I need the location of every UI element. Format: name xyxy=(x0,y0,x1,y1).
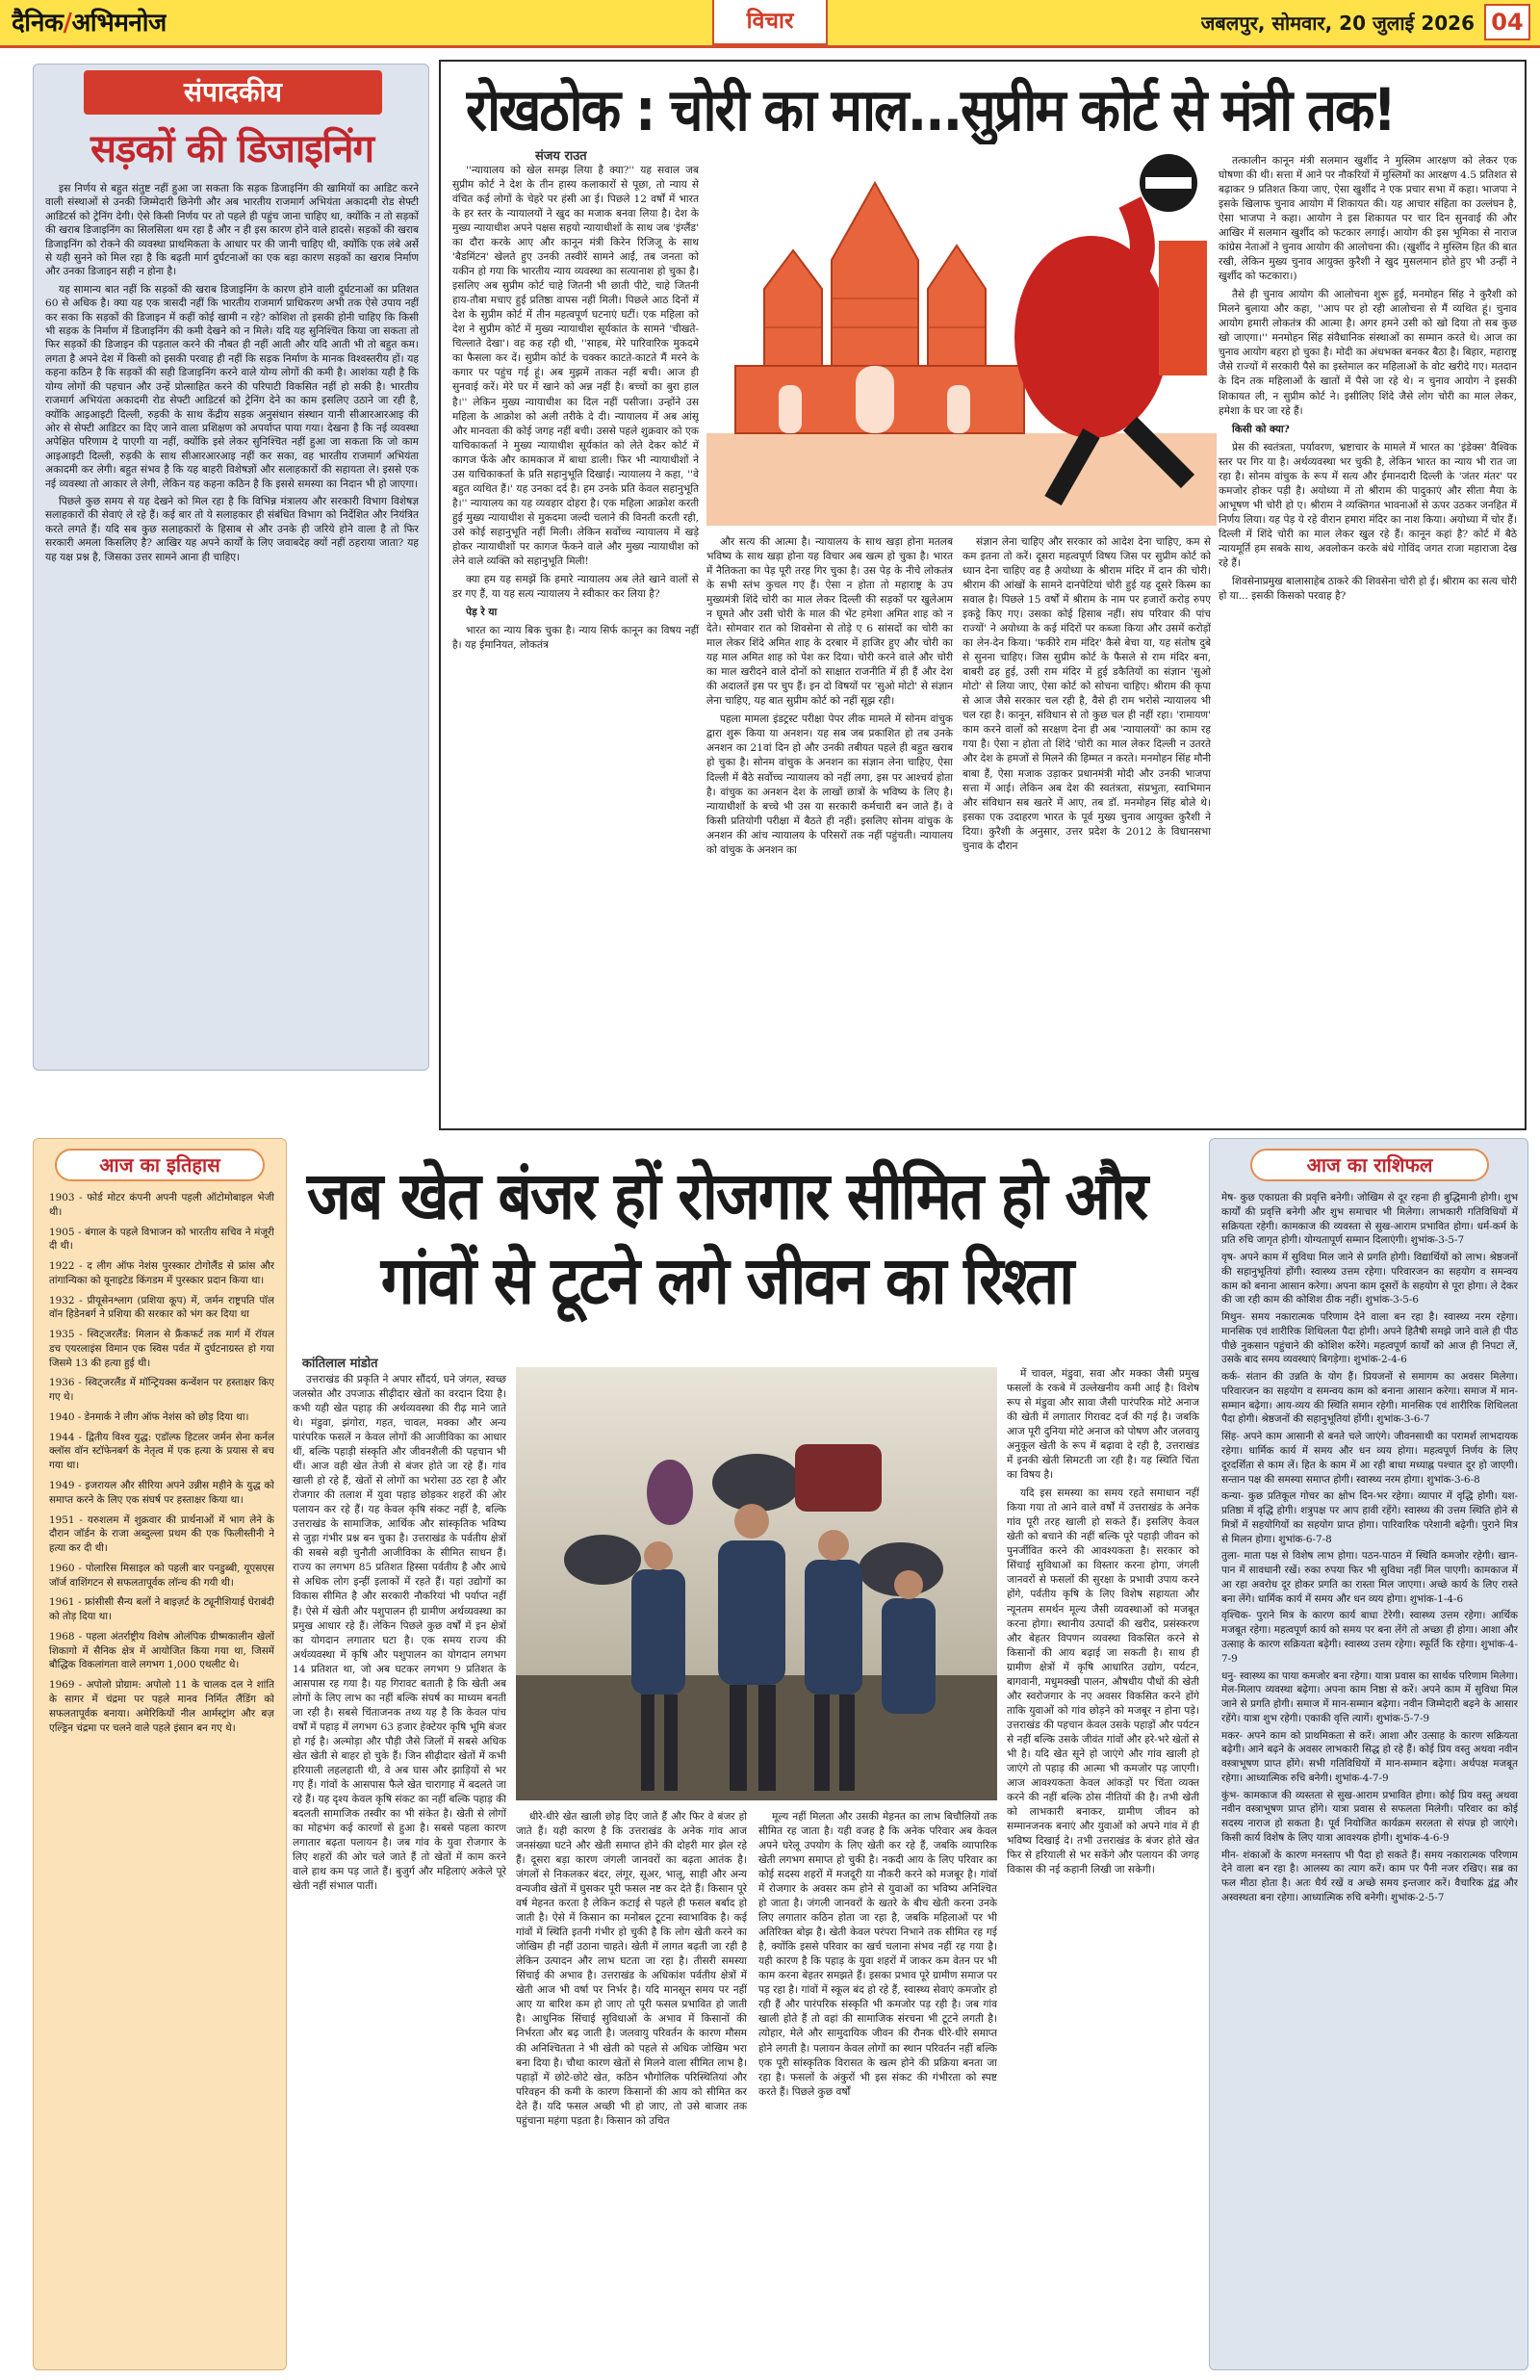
dateline: जबलपुर, सोमवार, 20 जुलाई 2026 xyxy=(1200,12,1475,35)
feature-column-4 xyxy=(1007,1367,1199,2370)
editorial-label: संपादकीय xyxy=(84,70,382,115)
rokhthok-author: संजय राउत xyxy=(535,149,587,164)
rokhthok-subhead: किसी को क्या? xyxy=(1232,423,1290,435)
history-list xyxy=(49,1191,274,2362)
feature-column-1 xyxy=(293,1373,506,2370)
editorial-paragraph: पिछले कुछ समय से यह देखने को मिल रहा है कि विभिन्न मंत्रालय और सरकारी विभाग विशेषज्ञ सलाहकारों की सेवाएं ले रहे हैं। कई बार तो ये सलाहकार ही संबंधित विभाग को निर्देशित और नियंत्रित करते लगते हैं। यदि सब कुछ सलाहकारों के हिसाब से और उनके ही जरिये होने वाला है तो फिर सरकारी अमला किसलिए है? आखिर यह अपने कार्यों के लिए जवाबदेह क्यों नहीं ठहराया जाता? यह यह यक्ष प्रश्न है, जिसका उत्तर सामने आना ही चाहिए। xyxy=(45,495,419,563)
rokhthok-paragraph: ''न्यायालय को खेल समझ लिया है क्या?'' यह सवाल जब सुप्रीम कोर्ट ने देश के तीन हास्य कलाकारों से पूछा, तो न्याय से वंचित कई लोगों के चेहरे पर हंसी आ ई। पिछले 12 वर्षों में भारत के हर स्तर के न्यायालयों ने खुद का मजाक बनवा लिया है। देश के मुख्य न्यायाधीश अपने पक्षस सहयो न्यायाधीशों के साथ जब 'इंग्लैंड' का दौरा करके आए और कानून मंत्री किरेन रिजिजू के साथ 'बैडमिंटन' खेलते हुए उनकी तस्वीरें सामने आईं, तब जनता को यकीन हो गया कि भारतीय न्याय व्यवस्था का सत्यानाश हो चुका है। इसलिए अब सुप्रीम कोर्ट चाहे जितनी भी छाती पीटे, चाहे जितनी हाय-तौबा मचाए हुई प्रतिष्ठा वापस नहीं मिली। पिछले आठ दिनों में देश के सुप्रीम कोर्ट में तीन महत्वपूर्ण घटनाएं घटीं। एक महिला को देश ने सुप्रीम कोर्ट में मुख्य न्यायाधीश सूर्यकांत के सामने 'चीखते-चिल्लाते देखा'। वह कह रही थी, ''साहब, मेरे पारिवारिक मुकदमे का फैसला कर दें। सुप्रीम कोर्ट के चक्कर काटते-काटते मैं मरने के कगार पर पहुंच गई हूं। अब मुझमें ताकत नहीं बची। आज ही सुनवाई करें। मेरे घर में खाने को अन्न नहीं है। बच्चों का बुरा हाल है।'' लेकिन मुख्य न्यायाधीश का दिल नहीं पसीजा। उन्होंने उस महिला के आक्रोश को अली तरीके दे दी। न्यायालय में अब आंसू और मानवता की कोई जगह नहीं बची। उससे पहले शुक्रवार को एक याचिकाकर्ता ने मुख्य न्यायाधीश सूर्यकांत को लेते देकर कोर्ट में कागज फेंके और कामकाज में बाधा डाली। फिर भी न्यायाधीशों ने उस याचिकाकर्ता के प्रति सहानुभूति दिखाई। न्यायालय ने कहा, ''वे बहुत व्यथित हैं।' यह उनका दर्द है। हम उनके प्रति केवल सहानुभूति है।'' न्यायालय का यह व्यवहार दोहरा है। एक महिला आक्रोश करती हुई मुख्य न्यायाधीश से मुकदमा जल्दी चलाने की विनती करती रही, उसे कोई सहानुभूति नहीं मिली। लेकिन सर्वोच्च न्यायालय में खड़े होकर न्यायाधीशों पर कागज फेंकने वाले और मुख्य न्यायाधीश को लेने वाले व्यक्ति को सहानुभूति मिली! xyxy=(452,165,699,567)
rokhthok-paragraph: तत्कालीन कानून मंत्री सलमान खुर्शीद ने मुस्लिम आरक्षण को लेकर एक घोषणा की थी। सत्ता में आने पर नौकरियों में मुस्लिमों का आरक्षण 4.5 प्रतिशत से बढ़ाकर 9 प्रतिशत किया जाए, ऐसा खुर्शीद ने एक प्रचार सभा में कहा। भाजपा ने इसके खिलाफ चुनाव आयोग में शिकायत की। यह आचार संहिता का उल्लंघन है, ऐसा भाजपा ने कहा। आयोग ने इस शिकायत पर चार दिन सुनवाई की और आखिर में सलमान खुर्शीद को फटकार लगाई। आयोग की इस भूमिका से नाराज कांग्रेस नेताओं ने चुनाव आयोग की आलोचना की। (खुर्शीद ने मुस्लिम हित की बात रखी, लेकिन मुख्य चुनाव आयुक्त कुरैशी ने खुद मुसलमान होते हुए भी उन्हीं ने खुर्शीद को फटकारा।) xyxy=(1219,155,1517,283)
horoscope-sign: धनु- स्वास्थ्य का पाया कमजोर बना रहेगा। यात्रा प्रवास का सार्थक परिणाम मिलेगा। मेल-मिलाप व्यवस्था बढ़ेगा। अपना काम निष्ठा से करें। अपने काम में सुविधा मिल जाने से प्रगति होगी। समाज में मान-सम्मान बढ़ेगा। नवीन जिम्मेदारी बढ़ने के आसार रहेंगे। यात्रा शुभ रहेगी। एकाकी वृत्ति त्यागें। शुभांक-5-7-9 xyxy=(1221,1669,1518,1724)
horoscope-box xyxy=(1209,1138,1528,2370)
rokhthok-paragraph: भारत का न्याय बिक चुका है। न्याय सिर्फ कानून का विषय नहीं है। यह ईमानियत, लोकतंत्र xyxy=(452,624,699,651)
history-event: 1932 - प्रीयूसेनश्लाग (प्रशिया कूप) में, जर्मन राष्ट्रपति पॉल वॉन हिडेनबर्ग ने प्रशिया की सरकार को भंग कर दिया था xyxy=(49,1294,274,1321)
history-event: 1903 - फोर्ड मोटर कंपनी अपनी पहली ऑटोमोबाइल भेजी थी। xyxy=(49,1192,274,1218)
feature-paragraph: यदि इस समस्या का समय रहते समाधान नहीं किया गया तो आने वाले वर्षों में उत्तराखंड के अनेक गांव पूरी तरह खाली हो सकते हैं। इसलिए केवल खेती को बचाने की नहीं बल्कि पूरे पहाड़ी जीवन को पुनर्जीवित करने की आवश्यकता है। सरकार को सिंचाई सुविधाओं का विस्तार करना होगा, जंगली जानवरों से फसलों की सुरक्षा के प्रभावी उपाय करने होंगे, पर्वतीय कृषि के लिए विशेष सहायता और न्यूनतम समर्थन मूल्य जैसी व्यवस्थाओं को मजबूत करना होगा। स्थानीय उत्पादों की खरीद, प्रसंस्करण और बेहतर विपणन व्यवस्था विकसित करने से किसानों की आय बढ़ाई जा सकती है। साथ ही ग्रामीण क्षेत्रों में कृषि आधारित उद्योग, पर्यटन, बागवानी, मधुमक्खी पालन, औषधीय पौधों की खेती और स्वरोजगार के नए अवसर विकसित करने होंगे ताकि युवाओं को गांव छोड़ने को मजबूर न होना पड़े। उत्तराखंड की पहचान केवल उसके पहाड़ों और पर्यटन से नहीं बल्कि उसके जीवंत गांवों और हरे-भरे खेतों से भी है। यदि खेत सूने हो जाएंगे और गांव खाली हो जाएंगे तो पहाड़ की आत्मा भी कमजोर पड़ जाएगी। आज आवश्यकता केवल आंकड़ों पर चिंता व्यक्त करने की नहीं बल्कि ठोस नीतियों की है। तभी खेती को लाभकारी बनाकर, ग्रामीण जीवन को सम्मानजनक बनाएं और युवाओं को अपने गांव में ही भविष्य दिखाई दे। तभी उत्तराखंड के बंजर होते खेत फिर से हरियाली से भर सकेंगे और पलायन की जगह विकास की नई कहानी लिखी जा सकेगी। xyxy=(1007,1488,1199,1876)
feature-headline-line-2: गांवों से टूटने लगे जीवन का रिश्ता xyxy=(380,1241,1073,1319)
feature-paragraph: में चावल, मंडुवा, सवा और मक्का जैसी प्रमुख फसलों के रकबे में उल्लेखनीय कमी आई है। विशेष रूप से मंडुवा और सावा जैसी पारंपरिक मोटे अनाज की खेती में लगातार गिरावट दर्ज की गई है। जबकि आज पूरी दुनिया मोटे अनाज को पोषण और जलवायु अनुकूल खेती के रूप में बढ़ावा दे रही है, उत्तराखंड में इनकी खेती सिमटती जा रही है। यह स्थिति चिंता का विषय है। xyxy=(1007,1368,1199,1482)
rokhthok-headline: रोखठोक : चोरी का माल...सुप्रीम कोर्ट से मंत्री तक! xyxy=(466,75,1395,144)
horoscope-sign: वृष- अपने काम में सुविधा मिल जाने से प्रगति होगी। विद्यार्थियों को लाभ। श्रेष्ठजनों की सहानुभूतियां होंगी। स्वास्थ्य उत्तम रहेगा। परिवारजन का सहयोग व समन्वय काम को बनाना आसान करेगा। अपना काम दूसरों के सहयोग से पूरा होगा। ले देकर की जा रही काम की कोशिश ठीक नहीं। शुभांक-3-5-6 xyxy=(1221,1252,1518,1306)
rokhthok-paragraph: तैसे ही चुनाव आयोग की आलोचना शुरू हुई, मनमोहन सिंह ने कुरैशी को मिलने बुलाया और कहा, ''आप पर हो रही आलोचना से मैं व्यथित हूं। चुनाव आयोग हमारी लोकतंत्र की आत्मा है। अगर हमने उसी को खो दिया तो सब कुछ खो जाएगा।'' मनमोहन सिंह संवैधानिक संस्थाओं का सम्मान करते थे। आज का चुनाव आयोग बहरा हो चुका है। मोदी का अंधभक्त बनकर बैठा है। बिहार, महाराष्ट्र जैसे राज्यों में सरकारी पैसे का इस्तेमाल कर महिलाओं के वोट खरीदे गए। मतदान के दिन तक महिलाओं के खातों में पैसे जा रहे थे। न चुनाव आयोग ने इसकी शिकायत ली, न सुप्रीम कोर्ट ने। इसीलिए शिंदे जैसे लोग चोरी का माल लेकर, हमेशा के घर जा रहे हैं। xyxy=(1219,289,1517,417)
history-event: 1949 - इजरायल और सीरिया अपने उन्नीस महीने के युद्ध को समाप्त करने के लिए एक संघर्ष पर हस्ताक्षर किया था। xyxy=(49,1480,274,1506)
editorial-paragraph: यह सामान्य बात नहीं कि सड़कों की खराब डिजाइनिंग के कारण होने वाली दुर्घटनाओं का प्रतिशत 60 से अधिक है। क्या यह एक त्रासदी नहीं कि भारतीय राजमार्ग प्राधिकरण अभी तक ऐसे उपाय नहीं कर सका कि सड़कों की डिजाइन में कहीं कोई खामी न रहे? कोशिश तो इसकी होनी चाहिए कि किसी भी सड़क के निर्माण में डिजाइनिंग की कमी देखने को न मिले। यदि यह सुनिश्चित किया जा सकता तो फिर सड़कों की डिजाइन की पड़ताल करने की नौबत ही नहीं आती और यदि आती भी तो बहुत कम। लगता है अपने देश में किसी को इसकी परवाह ही नहीं कि सड़क निर्माण के मानक विश्वस्तरीय हों। यह कहना कठिन है कि सड़कों की सही डिजाइनिंग करने वाले योग्य लोगों की कमी है। आशंका यही है कि योग्य लोगों की पहचान और उन्हें प्रोत्साहित करने की परिपाटी विकसित नहीं हो सकी है। भारतीय राजमार्ग अभियंता अकादमी रोड सेफ्टी आडिटर्स को ट्रेनिंग देने का काम इसलिए उठाने जा रही है, क्योंकि आइआइटी दिल्ली, रुड़की के साथ केंद्रीय सड़क अनुसंधान संस्थान यानी सीआरआरआइ की ओर से सेफ्टी आडिटर का दिए जाने वाला प्रशिक्षण को अपर्याप्त पाया गया। देखना है कि नई व्यवस्था अपेक्षित परिणाम दे पाएगी या नहीं, क्योंकि इसे लेकर सुनिश्चित नहीं हुआ जा सकता कि जो काम आइआइटी दिल्ली, रुड़की के साथ सीआरआरआइ नहीं कर सका, वह भारतीय राजमार्ग अभियंता अकादमी कर लेगी। बहुत संभव है कि यह बाहरी विशेषज्ञों और सलाहकारों की सहायता ले। इससे एक नई व्यवस्था तो आकार ले लेगी, लेकिन यह कहना कठिन है कि इससे समस्या का निदान भी हो जाएगा। xyxy=(45,283,419,490)
horoscope-label: आज का राशिफल xyxy=(1250,1149,1489,1181)
section-tab[interactable]: विचार xyxy=(712,0,828,45)
editorial-paragraph: इस निर्णय से बहुत संतुष्ट नहीं हुआ जा सकता कि सड़क डिजाइनिंग की खामियों का आडिट करने वाली संस्थाओं से उनकी जिम्मेदारी छिनेगी और अब भारतीय राजमार्ग अभियंता अकादमी रोड सेफ्टी आडिटर्स को ट्रेनिंग देगी। ऐसे किसी निर्णय पर तो पहले ही पहुंच जाना चाहिए था, क्योंकि न तो सड़कों की खराब डिजाइनिंग का सिलसिला थम रहा है और न ही इस कारण होने वाले हादसे। सड़कों की खराब डिजाइनिंग को रोकने की व्यवस्था प्राथमिकता के आधार पर की जानी चाहिए थी, क्योंकि एक लंबे अर्से से यही सुनने को मिल रहा है कि बढ़ती मार्ग दुर्घटनाओं का एक बड़ा कारण सड़कों का खराब निर्माण और उनका डिजाइन सही न होना है। xyxy=(45,183,419,278)
rokhthok-paragraph: संज्ञान लेना चाहिए और सरकार को आदेश देना चाहिए, कम से कम इतना तो करें। दूसरा महत्वपूर्ण विषय जिस पर सुप्रीम कोर्ट को ध्यान देना चाहिए वह है अयोध्या के श्रीराम मंदिर में दान की चोरी। श्रीराम की आंखों के सामने दानपेटियां चोरी हुई यह दूसरे किस्म का सवाल है। पिछले 15 वर्षों में श्रीराम के नाम पर हजारों करोड़ रुपए इकट्ठे किए गए। उसका कोई हिसाब नहीं। संघ परिवार की पांच राज्यों' ने अयोध्या के कई मंदिरों पर कब्जा किया और उसमें करोड़ों का लेन-देन किया। 'फकीरे राम मंदिर' कैसे बेचा या, यह संतोष दुबे से सुनना चाहिए। जिस सुप्रीम कोर्ट के फैसले से राम मंदिर बना, बाबरी ढह हुई, उसी राम मंदिर में हुई डकैतियों का संज्ञान 'सुओ मोटो' से लिया जाए, ऐसा कोर्ट को सोचना चाहिए। श्रीराम की कृपा से आज जैसे सरकार चल रही है, वैसे ही राम भरोसे न्यायालय भी चल रहा है। कानून, संविधान से तो कुछ चल ही नहीं रहा। 'रामायण' काम करने वालों को सरक्षण देना ही अब 'न्यायालयों' का काम रह गया है। ऐसा न होता तो शिंदे 'चोरी का माल लेकर दिल्ली न उतरते और देश के हमजों से मिलने की हिम्मत न करते। मनमोहन सिंह मौनी बाबा हैं, ऐसा मजाक उड़ाकर प्रधानमंत्री मोदी और उनकी भाजपा सत्ता में आई। लेकिन अब देश की स्वतंत्रता, संप्रभुता, स्वाभिमान और संविधान सब खतरे में आए, तब डॉ. मनमोहन सिंह बोले थे। इसका एक उदाहरण भारत के पूर्व मुख्य चुनाव आयुक्त कुरैशी ने दिया। कुरैशी के अनुसार, उत्तर प्रदेश के 2012 के विधानसभा चुनाव के दौरान xyxy=(962,536,1211,852)
rokhthok-paragraph: और सत्य की आत्मा है। न्यायालय के साथ खड़ा होना मतलब भविष्य के साथ खड़ा होना यह विचार अब खत्म हो चुका है। भारत में नैतिकता का पेड़ पूरी तरह गिर चुका है। उस पेड़ के नीचे लोकतंत्र के सभी स्तंभ कुचल गए हैं। ऐसा न होता तो महाराष्ट्र के उप मुख्यमंत्री शिंदे चोरी का माल लेकर दिल्ली की सड़कों पर खुलेआम न घूमते और उसी चोरी के माल की भेंट हमेशा अमित शाह को न देते। सोमवार रात को शिवसेना से तोड़े ए 6 सांसदों का चोरी का माल लेकर शिंदे अमित शाह के दरबार में हाजिर हुए और चोरी का यह माल अमित शाह को पेश कर दिया। चोरी करने वाले और चोरी का माल खरीदने वाले दोनों को साक्षात राजनीति में ही हैं और देश की अदालतें इस पर चुप हैं। इन दो विषयों पर 'सुओ मोटो' से संज्ञान लेना चाहिए, यह बात सुप्रीम कोर्ट को नहीं सूझ रही। xyxy=(706,536,953,708)
horoscope-sign: तुला- माता पक्ष से विशेष लाभ होगा। पठन-पाठन में स्थिति कमजोर रहेगी। खान-पान में सावधानी रखें। रुका रुपया फिर भी सुविधा नहीं मिल पाएगी। कामकाज में आ रहा अवरोध दूर होकर प्रगति का रास्ता मिल जाएगा। अच्छे कार्य के लिए रास्ते बना लेंगे। धार्मिक कार्य में समय और धन व्यय होगा। शुभांक-1-4-6 xyxy=(1221,1550,1518,1605)
history-event: 1968 - पहला अंतर्राष्ट्रीय विशेष ओलंपिक ग्रीष्मकालीन खेलों शिकागो में सैनिक क्षेत्र में आयोजित किया गया था, जिसमें बौद्धिक विकलांगता वाले लगभग 1,000 एथलीट थे। xyxy=(49,1630,274,1671)
horoscope-list xyxy=(1221,1191,1518,2364)
history-event: 1951 - यरुशलम में शुक्रवार की प्रार्थनाओं में भाग लेने के दौरान जॉर्डन के राजा अब्दुल्ला प्रथम की एक फिलीस्तीनी ने हत्या कर दी थी। xyxy=(49,1513,274,1555)
horoscope-sign: मिथुन- समय नकारात्मक परिणाम देने वाला बन रहा है। स्वास्थ्य नरम रहेगा। मानसिक एवं शारीरिक शिथिलता पैदा होगी। अपने हितैषी समझे जाने वाले ही पीठ पीछे नुकसान पहुंचाने की कोशिश करेंगे। महत्वपूर्ण कार्यों को आज ही निपटा लें, उसके बाद समय व्यवस्थाएं बिगड़ेगा। शुभांक-2-4-6 xyxy=(1221,1311,1518,1366)
editorial-body xyxy=(45,182,419,1066)
feature-paragraph: उत्तराखंड की प्रकृति ने अपार सौंदर्य, घने जंगल, स्वच्छ जलस्रोत और उपजाऊ सीढ़ीदार खेतों का वरदान दिया है। कभी यही खेत पहाड़ की अर्थव्यवस्था की रीढ़ माने जाते थे। मंडुवा, झंगोरा, गहत, चावल, मक्का और अन्य पारंपरिक फसलें न केवल लोगों की आजीविका का आधार थीं, बल्कि पहाड़ी संस्कृति और जीवनशैली की पहचान भी थीं। आज वही खेत तेजी से बंजर होते जा रहे हैं। गांव खाली हो रहे हैं, खेतों से लोगों का भरोसा उठ रहा है और रोजगार की तलाश में युवा पहाड़ छोड़कर शहरों की ओर पलायन कर रहे हैं। यह केवल कृषि संकट नहीं है, बल्कि उत्तराखंड के सामाजिक, आर्थिक और सांस्कृतिक भविष्य से जुड़ा गंभीर प्रश्न बन चुका है। उत्तराखंड के पर्वतीय क्षेत्रों की सबसे बड़ी चुनौती आजीविका के सीमित साधन हैं। राज्य का लगभग 85 प्रतिशत हिस्सा पर्वतीय है और आधे से अधिक लोग इन्हीं इलाकों में रहते हैं। यहां उद्योगों का विकास सीमित है और सरकारी नौकरियां भी पर्याप्त नहीं हैं। ऐसे में खेती और पशुपालन ही ग्रामीण अर्थव्यवस्था का प्रमुख आधार रहे हैं। लेकिन पिछले कुछ वर्षों में इन क्षेत्रों का योगदान लगातार घटा है। एक समय राज्य की अर्थव्यवस्था में कृषि और पशुपालन का योगदान लगभग 14 प्रतिशत था, जो अब घटकर लगभग 9 प्रतिशत के आसपास रह गया है। यह गिरावट बताती है कि खेती अब लोगों के लिए लाभ का नहीं बल्कि संघर्ष का माध्यम बनती जा रही है। सबसे चिंताजनक तथ्य यह है कि केवल पांच वर्षों में पहाड़ में लगभग 63 हजार हेक्टेयर कृषि भूमि बंजर हो गई है। अल्मोड़ा और पौड़ी जैसे जिलों में सबसे अधिक खेत खेती से बाहर हो चुके हैं। जिन सीढ़ीदार खेतों में कभी हरियाली लहलहाती थी, वे अब घास और झाड़ियों से भर गए हैं। गांवों के आसपास फैले खेत चारागाह में बदलते जा रहे हैं। यह दृश्य केवल कृषि संकट का नहीं बल्कि पहाड़ की बदलती सामाजिक तस्वीर का भी संकेत है। खेती से लोगों का मोहभंग कई कारणों से हुआ है। सबसे पहला कारण लगातार बढ़ता पलायन है। जब गांव के युवा रोजगार के लिए शहरों की ओर चले जाते हैं तो खेतों में काम करने वाले हाथ कम पड़ जाते हैं। बुजुर्ग और महिलाएं अकेले पूरे खेती नहीं संभाल पातीं। xyxy=(293,1374,506,1893)
rokhthok-column-2 xyxy=(706,535,953,1121)
newspaper-logo[interactable]: दैनिक/अभिमनोज xyxy=(12,9,167,38)
feature-author: कांतिलाल मांडोत xyxy=(302,1357,378,1371)
horoscope-sign: कर्क- संतान की उन्नति के योग हैं। प्रियजनों से समागम का अवसर मिलेगा। परिवारजन का सहयोग व समन्वय काम को बनाना आसान करेगा। समाज में मान-सम्मान बढ़ेगा। आय-व्यय की स्थिति समान रहेगी। मानसिक एवं शारीरिक शिथिलता पैदा होगी। श्रेष्ठजनों की सहानुभूतियां होंगी। शुभांक-3-6-7 xyxy=(1221,1371,1518,1426)
rokhthok-paragraph: प्रेस की स्वतंत्रता, पर्यावरण, भ्रष्टाचार के मामले में भारत का 'इंडेक्स' वैश्विक स्तर पर गिर या है। अर्थव्यवस्था भर चुकी है, लेकिन भारत का न्याय भी रात जा रहा है। सोनम वांचुक के रूप में सत्य और ईमानदारी दिल्ली के 'जंतर मंतर' पर कमजोर होकर पड़ी है। अयोध्या में तो श्रीराम की पादुकाएं और सीता मैया के आभूषण भी चोरी हो ए। श्रीराम ने व्यक्तिगत भावनाओं से ऊपर उठकर जनहित में निर्णय लिया। यह पेड़ ये रहे वीरान हमारा मंदिर का नाश किया। अयोध्या में चोर हैं। दिल्ली में शिंदे चोरी का माल लेकर खुल रहे हैं। कानून कहां है? कोर्ट में बैठे न्यायमूर्ति हम सबके साथ, अवलोकन करके बंधे गोविंद जगत राजा महाराजा देख रहे हैं। xyxy=(1219,441,1517,569)
rokhthok-column-1 xyxy=(452,164,699,1121)
rokhthok-column-3 xyxy=(962,535,1211,1121)
history-event: 1940 - डेनमार्क ने लीग ऑफ नेशंस को छोड़ दिया था। xyxy=(49,1410,249,1423)
horoscope-sign: कन्या- कुछ प्रतिकूल गोचर का क्षोभ दिन-भर रहेगा। व्यापार में वृद्धि होगी। यश-प्रतिष्ठा में वृद्धि होगी। शत्रुपक्ष पर आप हावी रहेंगे। स्वास्थ्य की उत्तम स्थिति होने से मित्रों में सहयोगियों का सहयोग प्राप्त होगा। पारिवारिक परेशानी बढ़ेगी। पुराने मित्र से मिलन होगा। शुभांक-6-7-8 xyxy=(1221,1490,1518,1545)
history-event: 1961 - फ्रांसीसी सैन्य बलों ने बाइज़र्ट के ट्यूनीशियाई घेराबंदी को तोड़ दिया था। xyxy=(49,1596,274,1623)
horoscope-sign: मीन- शंकाओं के कारण मनस्ताप भी पैदा हो सकते हैं। समय नकारात्मक परिणाम देने वाला बन रहा है। आलस्य का त्याग करें। काम पर पैनी नजर रखिए। सब्र का फल मीठा होता है। अतः धैर्य रखें व अच्छे समय इन्तजार करें। वैचारिक द्वंद्व और अस्वस्थता बना रहेगा। आध्यात्मिक रुचि बनेगी। शुभांक-2-5-7 xyxy=(1221,1849,1518,1903)
rokhthok-subhead: पेड़ रे या xyxy=(466,606,498,618)
history-event: 1936 - स्विट्जरलैंड में मॉन्ट्रियक्स कन्वेंशन पर हस्ताक्षर किए गए थे। xyxy=(49,1377,274,1404)
feature-headline-line-1: जब खेत बंजर हों रोजगार सीमित हो और xyxy=(306,1156,1147,1234)
history-event: 1960 - पोलारिस मिसाइल को पहली बार पनडुब्बी, यूएसएस जॉर्ज वाशिंगटन से सफलतापूर्वक लॉन्च की गयी थी। xyxy=(49,1562,274,1589)
history-label: आज का इतिहास xyxy=(55,1149,265,1181)
feature-column-2 xyxy=(516,1810,747,2370)
feature-paragraph: धीरे-धीरे खेत खाली छोड़ दिए जाते हैं और फिर वे बंजर हो जाते हैं। यही कारण है कि उत्तराखंड के अनेक गांव आज जनसंख्या घटने और खेती समाप्त होने की दोहरी मार झेल रहे हैं। दूसरा बड़ा कारण जंगली जानवरों का बढ़ता आतंक है। जंगलों से निकलकर बंदर, लंगूर, सूअर, भालू, साही और अन्य वन्यजीव खेतों में घुसकर पूरी फसल नष्ट कर देते हैं। किसान पूरे वर्ष मेहनत करता है लेकिन कटाई से पहले ही फसल बर्बाद हो जाती है। ऐसे में किसान का मनोबल टूटना स्वाभाविक है। कई गांवों में स्थिति इतनी गंभीर हो चुकी है कि लोग खेती करने का जोखिम ही नहीं उठाना चाहते। खेती में लागत बढ़ती जा रही है लेकिन उत्पादन और लाभ घटता जा रहा है। तीसरी समस्या सिंचाई की अभाव है। उत्तराखंड के अधिकांश पर्वतीय क्षेत्रों में खेती आज भी वर्षा पर निर्भर है। यदि मानसून समय पर नहीं आए या बारिश कम हो जाए तो पूरी फसल प्रभावित हो जाती है। आधुनिक सिंचाई सुविधाओं के अभाव में किसानों की निर्भरता और बढ़ जाती है। जलवायु परिवर्तन के कारण मौसम की अनिश्चितता ने भी खेती को पहले से अधिक जोखिम भरा बना दिया है। चौथा कारण खेतों से मिलने वाला सीमित लाभ है। पहाड़ों में छोटे-छोटे खेत, कठिन भौगोलिक परिस्थितियां और परिवहन की कमी के कारण किसानों की आय को सीमित कर देते हैं। यदि फसल अच्छी भी हो जाए, तो उसे बाजार तक पहुंचाना महंगा पड़ता है। किसान को उचित xyxy=(516,1811,747,2127)
history-event: 1922 - द लीग ऑफ नेशंस पुरस्कार टोगोलैंड से फ्रांस और तांगान्यिका को यूनाइटेड किंगडम में पुरस्कार प्रदान किया था। xyxy=(49,1260,274,1286)
page-number: 04 xyxy=(1484,4,1530,40)
editorial-box xyxy=(33,64,429,1071)
rokhthok-paragraph: शिवसेनाप्रमुख बालासाहेब ठाकरे की शिवसेना चोरी हो ई। श्रीराम का सत्य चोरी हो या... इसकी किसको परवाह है? xyxy=(1219,575,1517,602)
migrants-photo xyxy=(516,1367,997,1800)
horoscope-sign: कुंभ- कामकाज की व्यस्तता से सुख-आराम प्रभावित होगा। कोई प्रिय वस्तु अथवा नवीन वस्त्राभूषण प्राप्त होंगे। यात्रा प्रवास से सफलता मिलेगी। परिवार का कोई सदस्य नाराज हो सकता है। पूर्व नियोजित कार्यक्रम सरलता से संपन्न हो जाएंगे। किसी कार्य विशेष के लिए यात्रा आवश्यक होगी। शुभांक-4-6-9 xyxy=(1221,1789,1518,1844)
rokhthok-column-4 xyxy=(1219,154,1517,1121)
history-event: 1944 - द्वितीय विश्व युद्ध: एडॉल्फ हिटलर जर्मन सेना कर्नल क्लॉस वॉन स्टॉफेनबर्ग के नेतृत्व में एक हत्या के प्रयास से बच गया था। xyxy=(49,1431,274,1472)
horoscope-sign: वृश्चिक- पुराने मित्र के कारण कार्य बाधा टेरेगी। स्वास्थ्य उत्तम रहेगा। आर्थिक मजबूत रहेगा। महत्वपूर्ण कार्य को समय पर बना लेंगे तो अच्छा ही होगा। आशा और उत्साह के कारण सक्रियता बढ़ेगी। स्वास्थ्य उत्तम रहेगा। स्फूर्ति कि रहेगा। शुभांक-4-7-9 xyxy=(1221,1610,1518,1665)
rokhthok-paragraph: पहला मामला इंडट्रस्ट परीक्षा पेपर लीक मामले में सोनम वांचुक द्वारा शुरू किया या अनशन। यह सब जब प्रकाशित हो तब उनके अनशन का 21वां दिन हो और उनकी तबीयत पहले ही बहुत खराब हो चुका है। सोनम वांचुक के अनशन का संज्ञान लेना चाहिए, ऐसा दिल्ली में बैठे सर्वोच्च न्यायालय को नहीं लगा, इस पर आश्चर्य होता है। वांचुक का अनशन देश के लाखों छात्रों के भविष्य के लिए है। न्यायाधीशों के बच्चे भी उस या सरकारी कर्मचारी बन जाते हैं। वे किसी प्रतियोगी परीक्षा में बैठते ही नहीं। इसलिए सोनम वांचुक के अनशन की आंच न्यायालय के परिसरों तक नहीं पहुंचती। न्यायालय को वांचुक के अनशन का xyxy=(706,713,953,856)
feature-paragraph: मूल्य नहीं मिलता और उसकी मेहनत का लाभ बिचौलियों तक सीमित रह जाता है। यही वजह है कि अनेक परिवार अब केवल अपने घरेलू उपयोग के लिए खेती कर रहे हैं, जबकि व्यापारिक खेती लगभग समाप्त हो चुकी है। नकदी आय के लिए परिवार का कोई सदस्य शहरों में मजदूरी या नौकरी करने को मजबूर है। गांवों में रोजगार के अवसर कम होने से युवाओं का भविष्य अनिश्चित हो जाता है। जंगली जानवरों के खतरे के बीच खेती करना उनके लिए लगातार कठिन होता जा रहा है, जबकि महिलाओं पर भी अतिरिक्त बोझ है। खेती केवल परंपरा निभाने तक सीमित रह गई है, क्योंकि इससे परिवार का खर्च चलाना संभव नहीं रह गया है। यही कारण है कि पहाड़ के युवा शहरों में जाकर कम वेतन पर भी काम करना बेहतर समझते हैं। इसका प्रभाव पूरे ग्रामीण समाज पर पड़ रहा है। गांवों में स्कूल बंद हो रहे हैं, स्वास्थ्य सेवाएं कमजोर हो रही हैं और पारंपरिक संस्कृति भी कमजोर पड़ रही है। जब गांव खाली होते हैं तो वहां की सामाजिक संरचना भी टूटने लगती है। त्योहार, मेले और सामुदायिक जीवन की रौनक धीरे-धीरे समाप्त होने लगती है। पलायन केवल लोगों का स्थान परिवर्तन नहीं बल्कि एक पूरी सांस्कृतिक विरासत के खत्म होने की प्रक्रिया बनता जा रहा है। फसलों के अंकुरों भी इस संकट की गंभीरता को स्पष्ट करते हैं। पिछले कुछ वर्षों xyxy=(758,1811,997,2098)
horoscope-sign: मकर- अपने काम को प्राथमिकता से करें। आशा और उत्साह के कारण सक्रियता बढ़ेगी। आने बढ़ने के अवसर लाभकारी सिद्ध हो रहे हैं। कोई प्रिय वस्तु अथवा नवीन वस्त्राभूषण प्राप्त होंगे। सभी गतिविधियों में मान-सम्मान बढ़ेगा। अर्थपक्ष मजबूत रहेगा। आध्यात्मिक रुचि बनेगी। शुभांक-4-7-9 xyxy=(1221,1729,1518,1784)
editorial-title: सड़कों की डिजाइनिंग xyxy=(90,127,373,171)
rokhthok-paragraph: क्या हम यह समझें कि हमारे न्यायालय अब लेते खाने वालों से डर गए हैं, या यह सत्य न्यायालय ने स्वीकार कर लिया है? xyxy=(452,573,699,600)
feature-column-3 xyxy=(758,1810,997,2370)
history-event: 1969 - अपोलो प्रोग्राम: अपोलो 11 के चालक दल ने शांति के सागर में चंद्रमा पर पहले मानव निर्मित लैंडिंग को सफलतापूर्वक बनाया। अमेरिकियों नील आर्मस्ट्रांग और बज़ एल्ड्रिन चंद्रमा पर चलने वाले पहले इंसान बन गए थे। xyxy=(49,1679,274,1734)
temple-thief-illustration xyxy=(706,144,1217,526)
history-event: 1935 - स्विट्जरलैंड: मिलान से फ्रैंकफर्ट तक मार्ग में रॉयल डच एयरलाइंस विमान एक स्विस पर्वत में दुर्घटनाग्रस्त हो गया जिसमे 13 की हत्या हुई थी। xyxy=(49,1329,274,1369)
horoscope-sign: सिंह- अपने काम आसानी से बनते चले जाएंगे। जीवनसाथी का परामर्श लाभदायक रहेगा। धार्मिक कार्य में समय और धन व्यय होगा। महत्वपूर्ण निर्णय के लिए दूरदर्शिता से काम लें। हित के काम में आ रही बाधा मध्याह्न पश्चात दूर हो जाएगी। सन्तान पक्ष की समस्या समाप्त होगी। स्वास्थ्य नरम होगा। शुभांक-3-6-8 xyxy=(1221,1431,1518,1486)
horoscope-sign: मेष- कुछ एकाग्रता की प्रवृत्ति बनेगी। जोखिम से दूर रहना ही बुद्धिमानी होगी। शुभ कार्यों की प्रवृत्ति बनेगी और शुभ समाचार भी मिलेगा। लाभकारी गतिविधियों में सक्रियता रहेगी। कामकाज की व्यवस्ता से सुख-आराम प्रभावित होगा। धर्म-कर्म के प्रति रुचि जागृत होगी। योग्यतापूर्ण सम्मान दिलाएंगी। शुभांक-3-5-7 xyxy=(1221,1192,1518,1247)
history-event: 1905 - बंगाल के पहले विभाजन को भारतीय सचिव ने मंजूरी दी थी। xyxy=(49,1226,274,1253)
history-box xyxy=(33,1138,287,2370)
